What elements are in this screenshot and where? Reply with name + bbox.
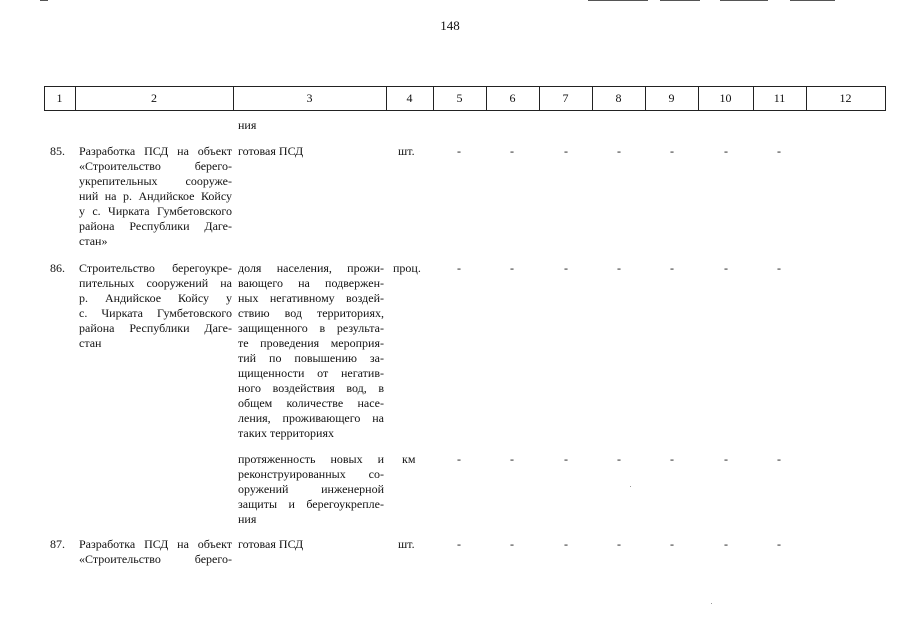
row-name-line: Строительство берегоукре- [79, 261, 232, 275]
row-value: - [617, 144, 621, 158]
row-indicator-line: те проведения мероприя- [238, 336, 384, 350]
row-value: - [670, 261, 674, 275]
page-number: 148 [440, 18, 460, 33]
column-number: 7 [562, 91, 569, 105]
row-indicator-line: ления, проживающего на [238, 411, 384, 425]
row-value: - [777, 144, 781, 158]
row-value: - [777, 452, 781, 466]
column-number: 5 [456, 91, 463, 105]
top-edge-line [790, 0, 835, 1]
row-value: - [510, 261, 514, 275]
column-number: 8 [615, 91, 622, 105]
row-value: - [457, 537, 461, 551]
row-value: - [777, 261, 781, 275]
row-indicator-line: защищенного в результа- [238, 321, 384, 335]
row-value: - [724, 452, 728, 466]
row-unit: шт. [398, 537, 415, 551]
column-number: 4 [406, 91, 413, 105]
row-indicator: готовая ПСД [238, 537, 304, 551]
row-indicator-line: ния [238, 512, 257, 526]
row-indicator-line: оружений инженерной [238, 482, 384, 496]
row-value: - [777, 537, 781, 551]
row-name-line: укрепительных сооруже- [79, 174, 232, 188]
row-name-line: ний на р. Андийское Койсу [79, 189, 232, 203]
scan-speck [711, 603, 712, 604]
row-value: - [617, 452, 621, 466]
column-number: 10 [719, 91, 732, 105]
row-name-line: пительных сооружений на [79, 276, 232, 290]
row-name-line: у с. Чирката Гумбетовского [79, 204, 232, 218]
row-indicator-line: реконструированных со- [238, 467, 384, 481]
row-value: - [457, 261, 461, 275]
row-value: - [724, 537, 728, 551]
column-number: 1 [56, 91, 63, 105]
row-value: - [724, 261, 728, 275]
row-indicator-line: доля населения, прожи- [238, 261, 384, 275]
row-name-line: стан [79, 336, 102, 350]
row-name-line: «Строительство берего- [79, 552, 232, 566]
row-indicator-line: ных негативному воздей- [238, 291, 384, 305]
column-number: 11 [773, 91, 786, 105]
row-indicator: готовая ПСД [238, 144, 304, 158]
row-unit: км [402, 452, 416, 466]
top-edge-line [660, 0, 700, 1]
row-value: - [564, 261, 568, 275]
row-name-line: Разработка ПСД на объект [79, 537, 232, 551]
row-value: - [564, 537, 568, 551]
row-value: - [724, 144, 728, 158]
row-indicator-line: таких территориях [238, 426, 334, 440]
table-header-top-border [44, 86, 886, 87]
row-indicator-line: общем количестве насе- [238, 396, 384, 410]
row-indicator-line: вающего на подвержен- [238, 276, 384, 290]
row-name-line: района Республики Даге- [79, 219, 232, 233]
top-edge-line [588, 0, 648, 1]
top-edge-line [40, 0, 48, 1]
row-indicator-line: ствию вод территориях, [238, 306, 384, 320]
row-name-line: «Строительство берего- [79, 159, 232, 173]
row-unit: шт. [398, 144, 415, 158]
row-value: - [670, 452, 674, 466]
row-name-line: Разработка ПСД на объект [79, 144, 232, 158]
row-value: - [617, 537, 621, 551]
column-number: 2 [151, 91, 157, 105]
top-edge-line [720, 0, 768, 1]
row-indicator-line: тий по повышению за- [238, 351, 384, 365]
column-number: 3 [306, 91, 313, 105]
row-indicator-line: ного воздействия вод, в [238, 381, 384, 395]
row-number: 87. [50, 537, 65, 551]
column-number: 12 [839, 91, 852, 105]
row-name-line: с. Чирката Гумбетовского [79, 306, 232, 320]
row-value: - [457, 452, 461, 466]
row-indicator-line: щищенности от негатив- [238, 366, 384, 380]
row-indicator-line: протяженность новых и [238, 452, 384, 466]
row-value: - [510, 144, 514, 158]
row-value: - [670, 537, 674, 551]
column-divider [885, 87, 886, 111]
row-name-line: района Республики Даге- [79, 321, 232, 335]
row-name-line: стан» [79, 234, 108, 248]
row-value: - [617, 261, 621, 275]
row-unit: проц. [393, 261, 421, 275]
row-value: - [457, 144, 461, 158]
row-value: - [510, 537, 514, 551]
scan-speck [630, 486, 631, 487]
row-name-line: р. Андийское Койсу у [79, 291, 232, 305]
carryover-text: ния [238, 118, 257, 132]
column-number: 9 [668, 91, 675, 105]
row-number: 86. [50, 261, 65, 275]
row-value: - [564, 144, 568, 158]
table-header-bottom-border [44, 110, 886, 111]
row-value: - [510, 452, 514, 466]
row-value: - [670, 144, 674, 158]
column-number: 6 [509, 91, 516, 105]
row-number: 85. [50, 144, 65, 158]
row-indicator-line: защиты и берегоукрепле- [238, 497, 384, 511]
row-value: - [564, 452, 568, 466]
